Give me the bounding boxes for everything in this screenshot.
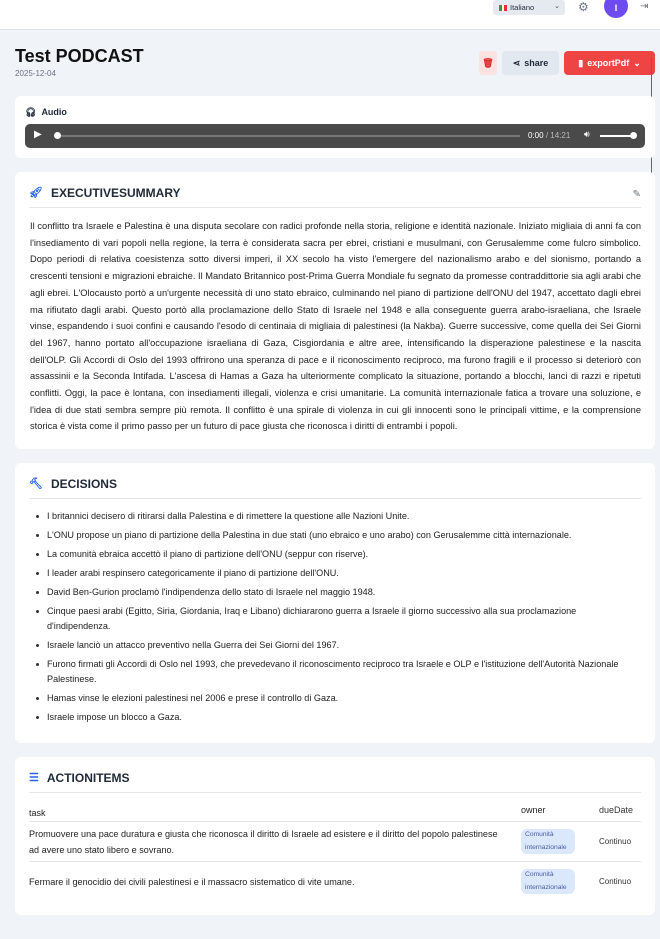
- play-icon[interactable]: ▶: [34, 129, 42, 140]
- action-items-card: [15, 757, 655, 915]
- list-item: Israele lanciò un attacco preventivo nella Guerra dei Sei Giorni del 1967.: [35, 638, 635, 653]
- gavel-icon: 🔨︎: [29, 478, 43, 491]
- due-date-cell: Continuo: [599, 837, 632, 847]
- list-item: La comunità ebraica accettò il piano di partizione dell'ONU (seppur con riserve).: [35, 547, 635, 562]
- audio-player: [25, 124, 645, 148]
- column-header-task: task: [29, 808, 46, 819]
- language-select[interactable]: [493, 0, 565, 15]
- seek-bar[interactable]: [55, 135, 520, 137]
- checklist-icon: ☰: [29, 772, 39, 785]
- owner-badge: Comunità internazionale: [521, 869, 575, 894]
- list-item: L'ONU propose un piano di partizione della Palestina in due stati (uno ebraico e uno arabo) con Gerusalemme città internazionale.: [35, 528, 635, 543]
- italy-flag-icon: [499, 5, 507, 11]
- duration: / 14:21: [545, 131, 571, 140]
- logout-icon[interactable]: ⇥: [640, 1, 649, 12]
- export-pdf-button[interactable]: [564, 51, 655, 75]
- list-item: I britannici decisero di ritirarsi dalla Palestina e di rimettere la questione alle Nazioni Unite.: [35, 509, 635, 524]
- summary-text: Il conflitto tra Israele e Palestina è una disputa secolare con radici profonde nella storia, religione e identità nazionale. Iniziato migliaia di anni fa con l'insediamento di vari popoli nella regione, la terra è considerata sacra per ebrei, cristiani e musulmani, con Gerusalemme come fulcro simbolico. Dopo periodi di relativa coesistenza sotto diversi imperi, il XX secolo ha visto l'emergere del nazionalismo arabo e del sionismo, portando a crescenti tensioni e migrazioni ebraiche. Il Mandato Britannico post-Prima Guerra Mondiale fu segnato da promesse contraddittorie sia agli arabi che agli ebrei. L'Olocausto portò a un'urgente necessità di uno stato ebraico, culminando nel piano di partizione dell'ONU del 1947, accettato dagli ebrei ma rifiutato dagli arabi. Questo portò alla proclamazione dello Stato di Israele nel 1948 e alla conseguente guerra arabo-israeliana, che Israele vinse, espandendo i suoi confini e causando l'esodo di centinaia di migliaia di palestinesi (la Nakba). Guerre successive, come quella dei Sei Giorni del 1967, hanno portato all'occupazione israeliana di Gaza, Cisgiordania e altre aree, intensificando la disperazione palestinese e la nascita dell'OLP. Gli Accordi di Oslo del 1993 offrirono una speranza di pace e il riconoscimento reciproco, ma furono fragili e il processo si deteriorò con assassinii e la Seconda Intifada. L'ascesa di Hamas a Gaza ha ulteriormente complicato la situazione, portando a blocchi, lanci di razzi e ripetuti conflitti. Oggi, la pace è lontana, con insediamenti illegali, violenza e crisi umanitarie. La comunità internazionale fatica a trovare una soluzione, e l'idea di due stati sembra sempre più remota. Il conflitto è una spirale di violenza in cui gli innocenti sono le principali vittime, e la comprensione storica è vista come il primo passo per un futuro di pace giusta che riconosca i diritti di entrambi i popoli.: [30, 221, 641, 432]
- main-content: [15, 96, 655, 939]
- list-item: Cinque paesi arabi (Egitto, Siria, Giordania, Iraq e Libano) dichiararono guerra a Israele il giorno successivo alla sua proclamazione d'indipendenza.: [35, 604, 635, 634]
- chevron-down-icon: ⌄: [633, 57, 641, 68]
- list-item: David Ben-Gurion proclamò l'indipendenza dello stato di Israele nel maggio 1948.: [35, 585, 635, 600]
- section-title: DECISIONS: [50, 477, 117, 492]
- audio-title: Audio: [41, 107, 67, 117]
- due-date-cell: Continuo: [599, 877, 632, 887]
- executive-summary-card: [15, 172, 655, 449]
- list-item: Israele impose un blocco a Gaza.: [35, 710, 635, 725]
- avatar[interactable]: I: [604, 0, 628, 18]
- task-cell: Fermare il genocidio dei civili palestinesi e il massacro sistematico di vite umane.: [29, 876, 355, 887]
- table-row: [29, 821, 641, 861]
- audio-card: [15, 96, 655, 158]
- task-cell: Promuovere una pace duratura e giusta che riconosca il diritto di Israele ad esistere e il diritto del popolo palestinese ad avere uno stato libero e sovrano.: [29, 828, 498, 855]
- rocket-icon: 🚀︎: [29, 187, 43, 199]
- table-header: [29, 805, 641, 821]
- section-title: ACTIONITEMS: [46, 771, 130, 786]
- share-label: share: [524, 58, 549, 68]
- column-header-duedate: dueDate: [599, 805, 634, 816]
- current-time: 0:00: [528, 131, 544, 140]
- list-item: I leader arabi respinsero categoricamente il piano di partizione dell'ONU.: [35, 566, 635, 581]
- language-label: Italiano: [510, 3, 535, 12]
- column-header-owner: owner: [521, 805, 546, 816]
- list-item: Furono firmati gli Accordi di Oslo nel 1993, che prevedevano il riconoscimento reciproco tra Israele e OLP e l'istituzione dell'Autorità Nazionale Palestinese.: [35, 657, 635, 687]
- decisions-list: [35, 509, 635, 725]
- decisions-card: [15, 463, 655, 743]
- gear-icon[interactable]: ⚙: [578, 0, 589, 14]
- delete-button[interactable]: [479, 51, 497, 75]
- page-date: 2025-12-04: [15, 69, 56, 78]
- pdf-file-icon: ▮: [578, 57, 584, 68]
- share-button[interactable]: [502, 51, 559, 75]
- action-items-table: [29, 805, 641, 901]
- volume-icon[interactable]: 🔊︎: [584, 129, 590, 139]
- headphones-icon: 🎧︎: [25, 107, 37, 117]
- top-bar: [0, 0, 660, 30]
- share-icon: ⋖: [512, 57, 521, 68]
- trash-icon: 🗑: [482, 57, 494, 68]
- export-label: exportPdf: [587, 58, 630, 68]
- edit-icon[interactable]: ✎: [632, 189, 641, 200]
- time-display: [528, 131, 570, 140]
- chevron-down-icon: ⌄: [554, 3, 560, 10]
- volume-handle[interactable]: [630, 132, 637, 139]
- owner-badge: Comunità internazionale: [521, 829, 575, 854]
- table-row: [29, 861, 641, 901]
- list-item: Hamas vinse le elezioni palestinesi nel 2006 e prese il controllo di Gaza.: [35, 691, 635, 706]
- section-title: EXECUTIVESUMMARY: [50, 186, 181, 200]
- page-title: Test PODCAST: [15, 46, 144, 66]
- seek-handle[interactable]: [54, 132, 61, 139]
